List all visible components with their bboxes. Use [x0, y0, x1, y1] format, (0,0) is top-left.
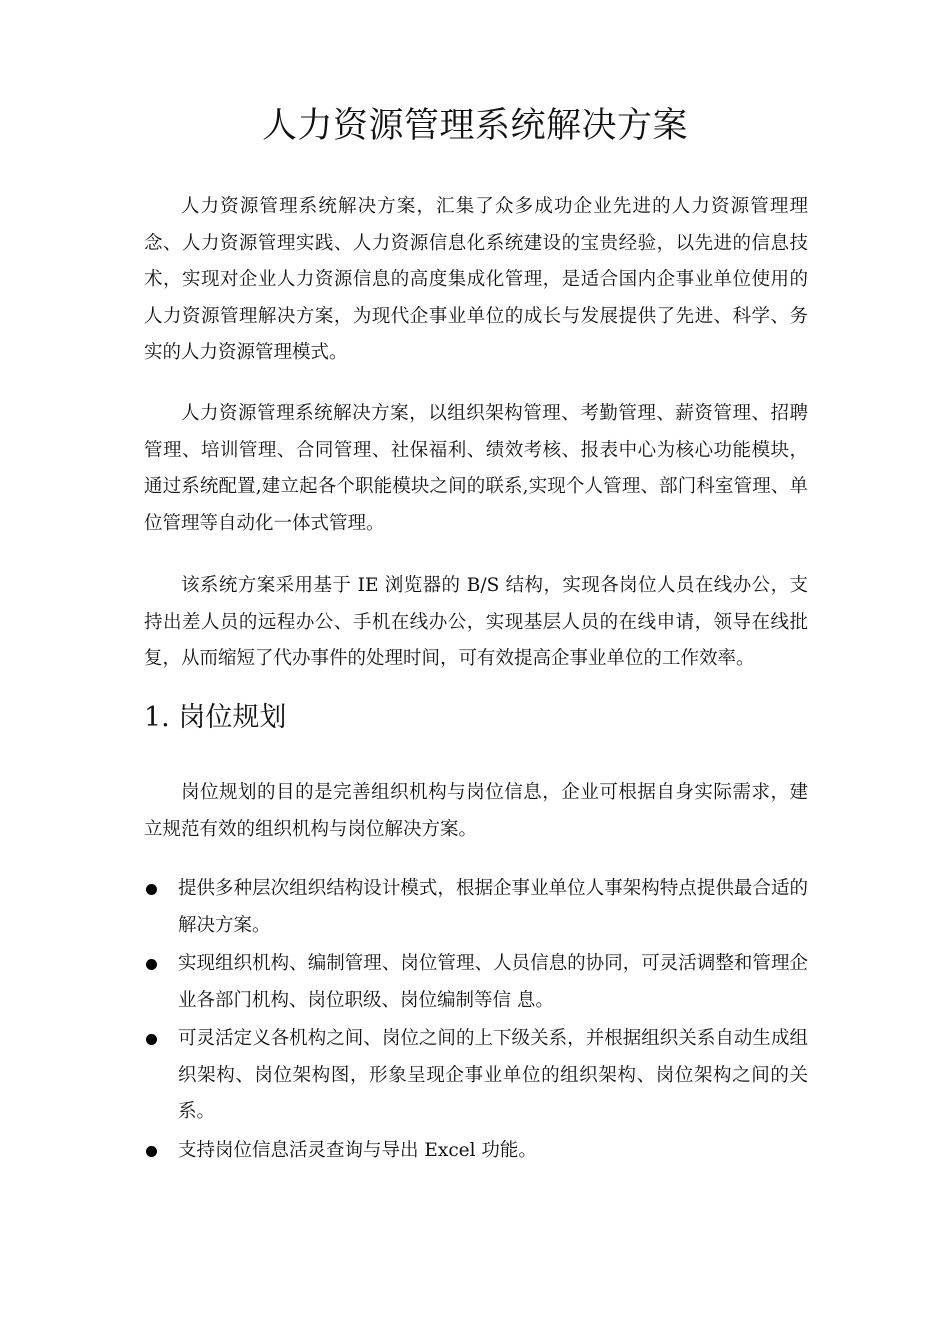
feature-bullet-list [144, 871, 808, 1171]
bullet-icon [146, 884, 157, 895]
list-item [144, 1133, 808, 1170]
intro-paragraph-2: 人力资源管理系统解决方案，以组织架构管理、考勤管理、薪资管理、招聘管理、培训管理、合同管理、社保福利、绩效考核、报表中心为核心功能模块，通过系统配置,建立起各个职能模块之间的联系,实现个人管理、部门科室管理、单位管理等自动化一体式管理。 [144, 403, 808, 534]
list-item [144, 871, 808, 944]
bullet-icon [146, 959, 157, 970]
bullet-text: 可灵活定义各机构之间、岗位之间的上下级关系，并根据组织关系自动生成组织架构、岗位架构图，形象呈现企事业单位的组织架构、岗位架构之间的关系。 [178, 1028, 808, 1122]
list-item [144, 946, 808, 1019]
section-intro-paragraph: 岗位规划的目的是完善组织机构与岗位信息，企业可根据自身实际需求，建立规范有效的组织机构与岗位解决方案。 [144, 782, 808, 840]
list-item [144, 1021, 808, 1131]
intro-paragraph-3: 该系统方案采用基于 IE 浏览器的 B/S 结构，实现各岗位人员在线办公，支持出差人员的远程办公、手机在线办公，实现基层人员的在线申请，领导在线批复，从而缩短了代办事件的处理时间，可有效提高企事业单位的工作效率。 [144, 575, 808, 669]
bullet-text: 实现组织机构、编制管理、岗位管理、人员信息的协同，可灵活调整和管理企业各部门机构、岗位职级、岗位编制等信 息。 [178, 953, 808, 1011]
bullet-icon [146, 1034, 157, 1045]
bullet-text: 支持岗位信息活灵查询与导出 Excel 功能。 [178, 1139, 537, 1161]
bullet-text: 提供多种层次组织结构设计模式，根据企事业单位人事架构特点提供最合适的解决方案。 [178, 878, 808, 936]
intro-paragraph-1: 人力资源管理系统解决方案，汇集了众多成功企业先进的人力资源管理理念、人力资源管理实践、人力资源信息化系统建设的宝贵经验，以先进的信息技术，实现对企业人力资源信息的高度集成化管理，是适合国内企事业单位使用的人力资源管理解决方案，为现代企事业单位的成长与发展提供了先进、科学、务实的人力资源管理模式。 [144, 196, 808, 363]
bullet-icon [146, 1146, 157, 1157]
section-heading: 1. 岗位规划 [144, 702, 287, 733]
document-title: 人力资源管理系统解决方案 [261, 106, 688, 146]
